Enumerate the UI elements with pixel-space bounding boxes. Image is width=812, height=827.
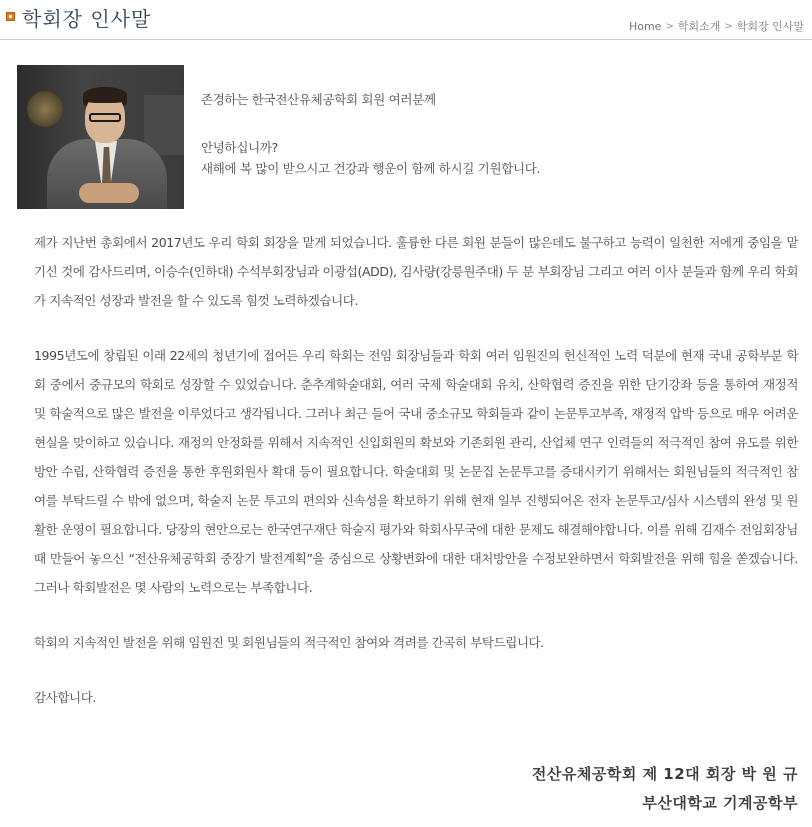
chevron-right-icon: > <box>724 20 733 32</box>
signature-block <box>532 760 798 818</box>
emblem-icon <box>27 91 63 127</box>
breadcrumb-home-link[interactable]: Home <box>628 19 662 33</box>
breadcrumb-about-link[interactable]: 학회소개 <box>677 20 721 33</box>
breadcrumb-current: 학회장 인사말 <box>736 20 804 33</box>
chevron-right-icon: > <box>665 20 674 32</box>
president-photo <box>17 65 184 209</box>
greeting-block <box>201 90 540 179</box>
paragraph: 제가 지난번 총회에서 2017년도 우리 학회 회장을 맡게 되었습니다. 훌륭한 다른 회원 분들이 많은데도 불구하고 능력이 일천한 저에게 중임을 맡기신 것에 감사드리며, 이승수(인하대) 수석부회장님과 이광섭(ADD), 김사량(강릉원주대) 두 분 부회장님 그리고 여러 이사 분들과 함께 우리 학회가 지속적인 성장과 발전을 할 수 있도록 힘껏 노력하겠습니다. <box>34 235 798 308</box>
hello-text: 안녕하십니까? <box>201 140 278 155</box>
paragraph: 감사합니다. <box>34 690 96 705</box>
title-bullet-icon <box>6 12 15 21</box>
paragraph: 학회의 지속적인 발전을 위해 임원진 및 회원님들의 적극적인 참여와 격려를 간곡히 부탁드립니다. <box>34 635 544 650</box>
salutation-text: 존경하는 한국전산유체공학회 회원 여러분께 <box>201 92 436 107</box>
wish-text: 새해에 복 많이 받으시고 건강과 행운이 함께 하시길 기원합니다. <box>201 161 541 176</box>
signature-name: 전산유체공학회 제 12대 회장 박 원 규 <box>531 765 798 783</box>
page-header <box>0 0 812 40</box>
paragraph: 1995년도에 창립된 이래 22세의 청년기에 접어든 우리 학회는 전임 회장님들과 학회 여러 임원진의 헌신적인 노력 덕분에 현재 국내 공학부분 학회 중에서 중규모의 학회로 성장할 수 있었습니다. 춘추계학술대회, 여러 국제 학술대회 유치, 산학협력 증진을 위한 단기강좌 등을 통하여 재정적 및 학술적으로 많은 발전을 이루었다고 생각됩니다. 그러나 최근 들어 국내 중소규모 학회들과 같이 논문투고부족, 재정적 압박 등으로 매우 어려운 현실을 맞이하고 있습니다. 재정의 안정화를 위해서 지속적인 신입회원의 확보와 기존회원 관리, 산업체 연구 인력들의 적극적인 참여 유도를 위한 방안 수립, 산학협력 증진을 통한 후원회원사 확대 등이 필요합니다. 학술대회 및 논문집 논문투고를 증대시키기 위해서는 회원님들의 적극적인 참여를 부탁드릴 수 밖에 없으며, 학술지 논문 투고의 편의와 신속성을 확보하기 위해 현재 일부 진행되어온 전자 논문투고/심사 시스템의 완성 및 원활한 운영이 필요합니다. 당장의 현안으로는 한국연구재단 학술지 평가와 학회사무국에 대한 문제도 해결해야합니다. 이를 위해 김재수 전임회장님때 만들어 놓으신 “전산유체공학회 중장기 발전계획”을 중심으로 상황변화에 대한 대처방안을 수정보완하면서 학회발전을 위해 힘을 쏟겠습니다. 그러나 학회발전은 몇 사람의 노력으로는 부족합니다. <box>34 348 798 595</box>
signature-affiliation: 부산대학교 기계공학부 <box>642 794 798 812</box>
page-title: 학회장 인사말 <box>22 7 152 31</box>
message-body <box>34 228 798 712</box>
breadcrumb <box>629 18 804 34</box>
